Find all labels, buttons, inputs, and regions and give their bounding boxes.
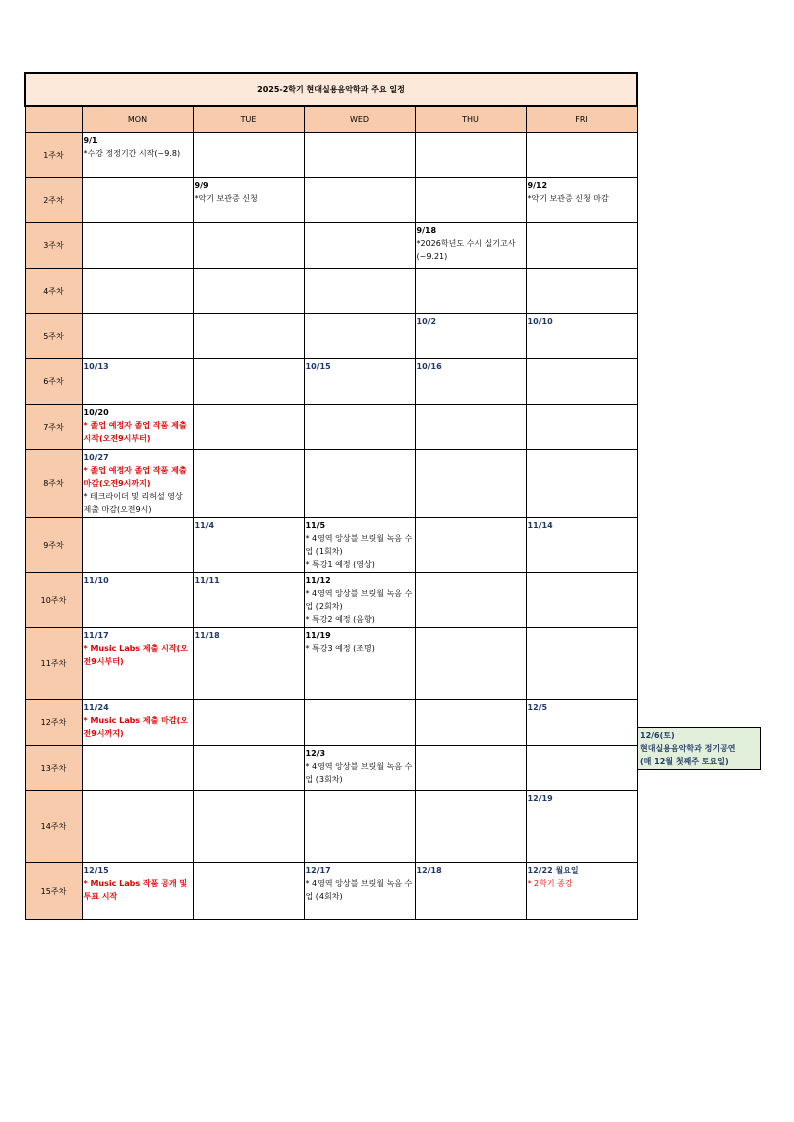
week-label: 6주차 — [25, 359, 82, 405]
cell-note: * 특강3 예정 (조명) — [305, 644, 375, 653]
cell-date: 12/22 월요일 — [527, 866, 579, 875]
day-cell-thu — [415, 700, 526, 746]
cell-note: *수강 정정기간 시작(~9.8) — [83, 149, 181, 158]
day-cell-mon — [82, 178, 193, 223]
cell-date: 12/17 — [305, 866, 331, 875]
day-cell-thu — [415, 223, 526, 269]
cell-date: 12/18 — [416, 866, 442, 875]
schedule-table — [24, 72, 638, 920]
day-cell-wed — [304, 133, 415, 178]
week-row — [25, 863, 637, 920]
cell-note: * 4영역 앙상블 브릿월 녹음 수업 (1회차) — [305, 534, 413, 556]
day-header-tue: TUE — [193, 106, 304, 133]
cell-date: 10/13 — [83, 362, 109, 371]
cell-note: * 졸업 예정자 졸업 작품 제출 마감(오전9시까지) — [83, 466, 187, 488]
week-label: 2주차 — [25, 178, 82, 223]
day-cell-thu — [415, 518, 526, 573]
week-row — [25, 223, 637, 269]
day-cell-thu — [415, 359, 526, 405]
cell-date: 12/19 — [527, 794, 553, 803]
day-cell-wed — [304, 405, 415, 450]
week-row — [25, 405, 637, 450]
day-cell-tue — [193, 863, 304, 920]
cell-date: 9/12 — [527, 181, 548, 190]
header-corner — [25, 106, 82, 133]
day-cell-mon — [82, 133, 193, 178]
day-cell-thu — [415, 269, 526, 314]
week-label: 5주차 — [25, 314, 82, 359]
day-cell-mon — [82, 314, 193, 359]
day-cell-mon — [82, 700, 193, 746]
cell-date: 10/20 — [83, 408, 109, 417]
week-label: 11주차 — [25, 628, 82, 700]
cell-date: 9/18 — [416, 226, 437, 235]
day-cell-fri — [526, 573, 637, 628]
week-row — [25, 746, 637, 791]
day-cell-mon — [82, 269, 193, 314]
day-cell-wed — [304, 573, 415, 628]
week-row — [25, 518, 637, 573]
day-cell-wed — [304, 178, 415, 223]
cell-note: *2026학년도 수시 실기고사(~9.21) — [416, 239, 516, 261]
cell-note: * 테크라이더 및 리허설 영상 제출 마감(오전9시) — [83, 492, 183, 514]
day-cell-wed — [304, 518, 415, 573]
day-cell-fri — [526, 628, 637, 700]
week-label: 15주차 — [25, 863, 82, 920]
day-cell-thu — [415, 746, 526, 791]
week-row — [25, 178, 637, 223]
day-cell-tue — [193, 518, 304, 573]
cell-date: 10/15 — [305, 362, 331, 371]
day-cell-tue — [193, 314, 304, 359]
week-label: 9주차 — [25, 518, 82, 573]
day-cell-wed — [304, 223, 415, 269]
cell-date: 12/5 — [527, 703, 548, 712]
day-cell-mon — [82, 518, 193, 573]
day-cell-fri — [526, 178, 637, 223]
day-cell-wed — [304, 700, 415, 746]
cell-date: 9/9 — [194, 181, 209, 190]
day-cell-fri — [526, 450, 637, 518]
day-cell-tue — [193, 746, 304, 791]
day-cell-fri — [526, 791, 637, 863]
cell-date: 9/1 — [83, 136, 98, 145]
day-cell-wed — [304, 359, 415, 405]
day-cell-wed — [304, 314, 415, 359]
day-cell-thu — [415, 791, 526, 863]
cell-note: * 2학기 종강 — [527, 879, 573, 888]
day-cell-tue — [193, 178, 304, 223]
day-cell-thu — [415, 628, 526, 700]
day-cell-thu — [415, 450, 526, 518]
concert-title: 현대실용음악학과 정기공연 — [640, 744, 736, 753]
week-label: 10주차 — [25, 573, 82, 628]
cell-date: 10/10 — [527, 317, 553, 326]
week-label: 8주차 — [25, 450, 82, 518]
cell-date: 10/27 — [83, 453, 109, 462]
day-cell-tue — [193, 133, 304, 178]
day-cell-fri — [526, 133, 637, 178]
day-cell-wed — [304, 863, 415, 920]
cell-date: 11/11 — [194, 576, 220, 585]
cell-note: * 4영역 앙상블 브릿월 녹음 수업 (3회차) — [305, 762, 413, 784]
concert-date: 12/6(토) — [640, 731, 675, 740]
day-cell-tue — [193, 628, 304, 700]
day-cell-fri — [526, 359, 637, 405]
week-label: 12주차 — [25, 700, 82, 746]
day-cell-fri — [526, 700, 637, 746]
week-row — [25, 791, 637, 863]
schedule-title: 2025-2학기 현대실용음악학과 주요 일정 — [25, 73, 637, 106]
day-cell-mon — [82, 791, 193, 863]
day-cell-fri — [526, 223, 637, 269]
week-row — [25, 314, 637, 359]
day-cell-mon — [82, 450, 193, 518]
cell-note: * 특강1 예정 (영상) — [305, 560, 375, 569]
day-cell-wed — [304, 746, 415, 791]
cell-date: 11/19 — [305, 631, 331, 640]
day-cell-fri — [526, 314, 637, 359]
day-cell-wed — [304, 628, 415, 700]
week-label: 3주차 — [25, 223, 82, 269]
cell-note: *악기 보관증 신청 — [194, 194, 258, 203]
cell-date: 11/14 — [527, 521, 553, 530]
cell-date: 10/16 — [416, 362, 442, 371]
day-cell-thu — [415, 133, 526, 178]
day-cell-fri — [526, 405, 637, 450]
cell-date: 11/17 — [83, 631, 109, 640]
concert-note: (매 12월 첫째주 토요일) — [640, 757, 729, 766]
day-cell-mon — [82, 359, 193, 405]
week-label: 4주차 — [25, 269, 82, 314]
day-header-thu: THU — [415, 106, 526, 133]
cell-note: * Music Labs 작품 공개 및 투표 시작 — [83, 879, 188, 901]
cell-note: *악기 보관증 신청 마감 — [527, 194, 609, 203]
day-cell-fri — [526, 518, 637, 573]
cell-note: * 특강2 예정 (음향) — [305, 615, 375, 624]
day-cell-mon — [82, 223, 193, 269]
day-cell-mon — [82, 628, 193, 700]
day-cell-tue — [193, 573, 304, 628]
concert-event-box — [637, 727, 761, 770]
cell-date: 11/24 — [83, 703, 109, 712]
cell-date: 11/10 — [83, 576, 109, 585]
cell-date: 11/12 — [305, 576, 331, 585]
day-cell-tue — [193, 269, 304, 314]
day-cell-thu — [415, 178, 526, 223]
cell-date: 11/4 — [194, 521, 215, 530]
cell-date: 12/15 — [83, 866, 109, 875]
day-cell-wed — [304, 791, 415, 863]
day-cell-tue — [193, 405, 304, 450]
week-row — [25, 450, 637, 518]
day-header-mon: MON — [82, 106, 193, 133]
day-cell-mon — [82, 746, 193, 791]
day-cell-tue — [193, 700, 304, 746]
week-row — [25, 573, 637, 628]
week-row — [25, 133, 637, 178]
cell-date: 10/2 — [416, 317, 437, 326]
cell-note: * Music Labs 제출 마감(오전9시까지) — [83, 716, 189, 738]
day-cell-thu — [415, 573, 526, 628]
cell-note: * 졸업 예정자 졸업 작품 제출 시작(오전9시부터) — [83, 421, 187, 443]
week-row — [25, 628, 637, 700]
day-header-wed: WED — [304, 106, 415, 133]
day-cell-tue — [193, 359, 304, 405]
day-cell-wed — [304, 450, 415, 518]
week-label: 13주차 — [25, 746, 82, 791]
day-cell-tue — [193, 791, 304, 863]
day-cell-mon — [82, 405, 193, 450]
week-label: 14주차 — [25, 791, 82, 863]
cell-note: * 4영역 앙상블 브릿월 녹음 수업 (2회차) — [305, 589, 413, 611]
day-cell-mon — [82, 863, 193, 920]
cell-date: 11/18 — [194, 631, 220, 640]
day-cell-tue — [193, 450, 304, 518]
day-cell-fri — [526, 269, 637, 314]
week-row — [25, 269, 637, 314]
day-cell-thu — [415, 863, 526, 920]
day-header-fri: FRI — [526, 106, 637, 133]
day-cell-tue — [193, 223, 304, 269]
cell-note: * Music Labs 제출 시작(오전9시부터) — [83, 644, 189, 666]
day-cell-fri — [526, 746, 637, 791]
week-label: 7주차 — [25, 405, 82, 450]
day-cell-fri — [526, 863, 637, 920]
week-row — [25, 359, 637, 405]
cell-date: 12/3 — [305, 749, 326, 758]
day-cell-wed — [304, 269, 415, 314]
cell-note: * 4영역 앙상블 브릿월 녹음 수업 (4회차) — [305, 879, 413, 901]
day-cell-thu — [415, 314, 526, 359]
cell-date: 11/5 — [305, 521, 326, 530]
week-label: 1주차 — [25, 133, 82, 178]
day-cell-mon — [82, 573, 193, 628]
week-row — [25, 700, 637, 746]
day-cell-thu — [415, 405, 526, 450]
